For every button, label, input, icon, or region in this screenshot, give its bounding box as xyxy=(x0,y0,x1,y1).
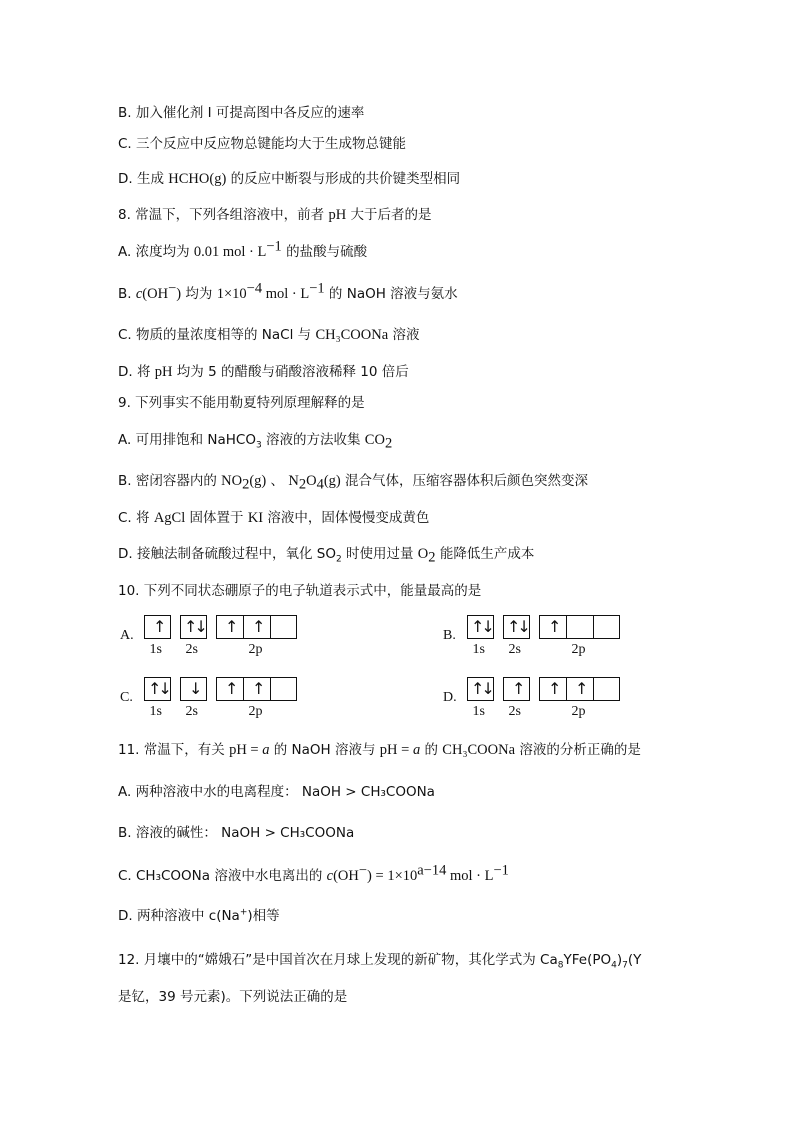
spin-arrow-icon: ↑ xyxy=(252,617,266,636)
orbital-cell xyxy=(244,678,270,700)
q8d-post: 均为 5 的醋酸与硝酸溶液稀释 10 倍后 xyxy=(172,364,409,380)
q11-mid2: 的 xyxy=(420,742,443,758)
q8b-c: c xyxy=(135,286,143,302)
q8d-ph: pH xyxy=(154,364,173,380)
orbital-box-1s xyxy=(144,677,171,701)
q9-option-b xyxy=(118,471,588,491)
q11-ph1: pH = xyxy=(229,742,263,758)
orbital-label: 2p xyxy=(571,704,586,719)
q8-post: 大于后者的是 xyxy=(346,207,432,223)
q11c-pre: C. CH₃COONa 溶液中水电离出的 xyxy=(118,868,327,884)
q8b-unit: mol · L xyxy=(262,286,310,302)
q9b-f3: O xyxy=(306,473,317,489)
orbital-box-2s xyxy=(180,677,207,701)
orbital-cell xyxy=(504,616,530,638)
q9-stem xyxy=(118,393,365,413)
q12-stem-line2 xyxy=(118,987,347,1007)
orbital-cell xyxy=(145,616,171,638)
q9a-sub2: 2 xyxy=(384,435,393,452)
q11d-sup: + xyxy=(239,907,248,918)
q11c-ohsup: − xyxy=(358,862,368,879)
q8a-pre: A. 浓度均为 xyxy=(118,244,194,260)
q12-pre: 12. 月壤中的“嫦娥石”是中国首次在月球上发现的新矿物，其化学式为 Ca xyxy=(118,952,558,968)
orbital-cell xyxy=(567,616,593,638)
spin-arrow-icon: ↑ xyxy=(575,679,589,698)
q11-mid: 的 NaOH 溶液与 xyxy=(269,742,380,758)
q11-option-c xyxy=(118,862,509,886)
q9c-f1: AgCl xyxy=(153,510,186,526)
spin-arrow-icon: ↑ xyxy=(225,679,239,698)
q11c-unit: mol · L xyxy=(446,868,494,884)
q9-text: 9. 下列事实不能用勒夏特列原理解释的是 xyxy=(118,395,365,411)
q8b-oh: (OH xyxy=(142,286,169,302)
q9b-sep: 、 xyxy=(266,473,289,489)
q11c-exp: a−14 xyxy=(417,862,447,879)
q11b-text: B. 溶液的碱性： NaOH > CH₃COONa xyxy=(118,825,355,841)
orbital-label: 1s xyxy=(149,642,162,657)
q8-option-d xyxy=(118,362,409,382)
spin-arrow-icon: ↑↓ xyxy=(184,617,205,636)
q11c-close: ) xyxy=(367,868,372,884)
q9b-s3: 4 xyxy=(316,476,324,493)
q11-option-d xyxy=(118,906,280,926)
orbital-option-letter: A. xyxy=(120,628,134,643)
orbital-cell xyxy=(217,616,243,638)
orbital-cell xyxy=(271,678,297,700)
spin-arrow-icon: ↑↓ xyxy=(471,679,492,698)
orbital-label: 2p xyxy=(248,704,263,719)
orbital-box-2p xyxy=(216,677,297,701)
spin-arrow-icon: ↑ xyxy=(548,617,562,636)
q8c-formula: CH₃COONa xyxy=(315,327,389,343)
orbital-option-c xyxy=(120,677,320,727)
q8-stem xyxy=(118,205,432,225)
spin-arrow-icon: ↑ xyxy=(548,679,562,698)
q8a-val: 0.01 mol · L xyxy=(193,244,267,260)
orbital-box-1s xyxy=(144,615,171,639)
orbital-box-2p xyxy=(539,677,620,701)
q11a-text: A. 两种溶液中水的电离程度： NaOH > CH₃COONa xyxy=(118,784,435,800)
orbital-option-letter: D. xyxy=(443,690,457,705)
q7d-formula: HCHO(g) xyxy=(168,171,227,187)
q7c-text: C. 三个反应中反应物总键能均大于生成物总键能 xyxy=(118,136,407,152)
orbital-cell xyxy=(468,616,494,638)
q9-option-c xyxy=(118,508,429,528)
q9b-g2: (g) xyxy=(323,473,341,489)
q8-option-c xyxy=(118,325,419,345)
orbital-box-2p xyxy=(216,615,297,639)
q7b-text: B. 加入催化剂 I 可提高图中各反应的速率 xyxy=(118,105,365,121)
q12-s3: ) xyxy=(616,952,623,968)
q9d-o: O xyxy=(417,546,429,562)
orbital-label: 2s xyxy=(185,642,198,657)
orbital-label: 1s xyxy=(472,642,485,657)
q9a-formula: CO xyxy=(364,432,385,448)
q11-stem xyxy=(118,740,641,760)
q8b-unitsup: −1 xyxy=(309,280,325,297)
q11d-post: )相等 xyxy=(247,908,280,924)
q12-stem xyxy=(118,950,641,970)
q9d-post: 能降低生产成本 xyxy=(435,546,535,562)
orbital-option-letter: C. xyxy=(120,690,133,705)
q8b-exp: −4 xyxy=(246,280,263,297)
q11-ph2: pH = xyxy=(379,742,413,758)
orbital-cell xyxy=(145,678,171,700)
q8b-close: ) xyxy=(176,286,182,302)
q9c-f2: KI xyxy=(247,510,264,526)
orbital-label: 1s xyxy=(149,704,162,719)
q12-s4: 7 xyxy=(622,960,628,971)
spin-arrow-icon: ↑↓ xyxy=(148,679,169,698)
orbital-box-2s xyxy=(180,615,207,639)
q9d-mid: 时使用过量 xyxy=(341,546,418,562)
spin-arrow-icon: ↑ xyxy=(225,617,239,636)
orbital-box-2s xyxy=(503,615,530,639)
q8c-post: 溶液 xyxy=(388,327,420,343)
q8b-ohsup: − xyxy=(168,280,177,297)
orbital-label: 2s xyxy=(508,642,521,657)
q11d-pre: D. 两种溶液中 c(Na xyxy=(118,908,240,924)
orbital-cell xyxy=(468,678,494,700)
spin-arrow-icon: ↑ xyxy=(153,617,167,636)
orbital-cell xyxy=(540,616,566,638)
orbital-box-2s xyxy=(503,677,530,701)
orbital-cell xyxy=(181,616,207,638)
orbital-option-b xyxy=(443,615,643,665)
q9c-mid: 固体置于 xyxy=(185,510,248,526)
orbital-cell xyxy=(271,616,297,638)
orbital-label: 2p xyxy=(571,642,586,657)
q9b-pre: B. 密闭容器内的 xyxy=(118,473,222,489)
orbital-box-2p xyxy=(539,615,620,639)
q10-stem xyxy=(118,581,481,601)
q9d-pre: D. 接触法制备硫酸过程中，氧化 SO xyxy=(118,546,336,562)
orbital-cell xyxy=(540,678,566,700)
q8-pre: 8. 常温下，下列各组溶液中，前者 xyxy=(118,207,329,223)
q9-option-a xyxy=(118,430,392,450)
q8-option-a xyxy=(118,238,368,262)
orbital-cell xyxy=(504,678,530,700)
q9b-post: 混合气体，压缩容器体积后颜色突然变深 xyxy=(340,473,589,489)
q8b-mid: 均为 xyxy=(181,286,217,302)
orbital-label: 2s xyxy=(185,704,198,719)
q9a-pre: A. 可用排饱和 NaHCO xyxy=(118,432,256,448)
q11c-oh: (OH xyxy=(333,868,359,884)
q8-option-b xyxy=(118,280,458,304)
orbital-box-1s xyxy=(467,677,494,701)
q8b-val: 1×10 xyxy=(216,286,247,302)
q9b-f1: NO xyxy=(221,473,243,489)
q9b-s1: 2 xyxy=(242,476,250,493)
orbital-option-d xyxy=(443,677,643,727)
q7-option-b xyxy=(118,103,364,123)
q10-text: 10. 下列不同状态硼原子的电子轨道表示式中，能量最高的是 xyxy=(118,583,482,599)
orbital-cell xyxy=(567,678,593,700)
q8c-pre: C. 物质的量浓度相等的 NaCl 与 xyxy=(118,327,316,343)
q7d-post: 的反应中断裂与形成的共价键类型相同 xyxy=(226,171,461,187)
q7-option-d xyxy=(118,169,460,189)
orbital-cell xyxy=(181,678,207,700)
q7d-pre: D. 生成 xyxy=(118,171,169,187)
orbital-cell xyxy=(244,616,270,638)
spin-arrow-icon: ↑ xyxy=(252,679,266,698)
q11-option-b xyxy=(118,823,354,843)
q9c-post: 溶液中，固体慢慢变成黄色 xyxy=(263,510,430,526)
q8-ph: pH xyxy=(328,207,347,223)
orbital-label: 1s xyxy=(472,704,485,719)
orbital-cell xyxy=(217,678,243,700)
q9d-sub: 2 xyxy=(335,554,342,565)
orbital-option-a xyxy=(120,615,320,665)
spin-arrow-icon: ↑↓ xyxy=(471,617,492,636)
q11c-eq: = 1×10 xyxy=(371,868,418,884)
spin-arrow-icon: ↓ xyxy=(189,679,203,698)
orbital-cell xyxy=(594,678,620,700)
q9a-mid: 溶液的方法收集 xyxy=(261,432,365,448)
q9-option-d xyxy=(118,544,534,564)
q11c-unitsup: −1 xyxy=(493,862,509,879)
q11-post: 溶液的分析正确的是 xyxy=(515,742,641,758)
q8d-pre: D. 将 xyxy=(118,364,155,380)
q11c-c: c xyxy=(326,868,334,884)
q8b-pre: B. xyxy=(118,286,136,302)
orbital-box-1s xyxy=(467,615,494,639)
q9b-s2: 2 xyxy=(298,476,307,493)
orbital-option-letter: B. xyxy=(443,628,456,643)
q7-option-c xyxy=(118,134,406,154)
q11-pre: 11. 常温下，有关 xyxy=(118,742,230,758)
q8a-sup: −1 xyxy=(266,238,282,255)
spin-arrow-icon: ↑ xyxy=(512,679,526,698)
q12-mid: YFe(PO xyxy=(563,952,612,968)
orbital-label: 2p xyxy=(248,642,263,657)
q9b-f2: N xyxy=(288,473,299,489)
q11-a2: a xyxy=(412,742,421,758)
q9b-g1: (g) xyxy=(249,473,267,489)
q11-formula: CH₃COONa xyxy=(442,742,516,758)
q12-s2: 4 xyxy=(611,960,617,971)
q11-option-a xyxy=(118,782,435,802)
q8a-post: 的盐酸与硫酸 xyxy=(281,244,368,260)
q12-line2: 是钇，39 号元素)。下列说法正确的是 xyxy=(118,989,348,1005)
q9d-osub: 2 xyxy=(428,549,436,566)
q9c-pre: C. 将 xyxy=(118,510,154,526)
q12-s1: 8 xyxy=(557,960,564,971)
q9a-sub: 3 xyxy=(255,440,262,451)
orbital-label: 2s xyxy=(508,704,521,719)
q12-tail: (Y xyxy=(627,952,642,968)
spin-arrow-icon: ↑↓ xyxy=(507,617,528,636)
q8b-post: 的 NaOH 溶液与氨水 xyxy=(324,286,458,302)
q11-a1: a xyxy=(262,742,270,758)
orbital-cell xyxy=(594,616,620,638)
